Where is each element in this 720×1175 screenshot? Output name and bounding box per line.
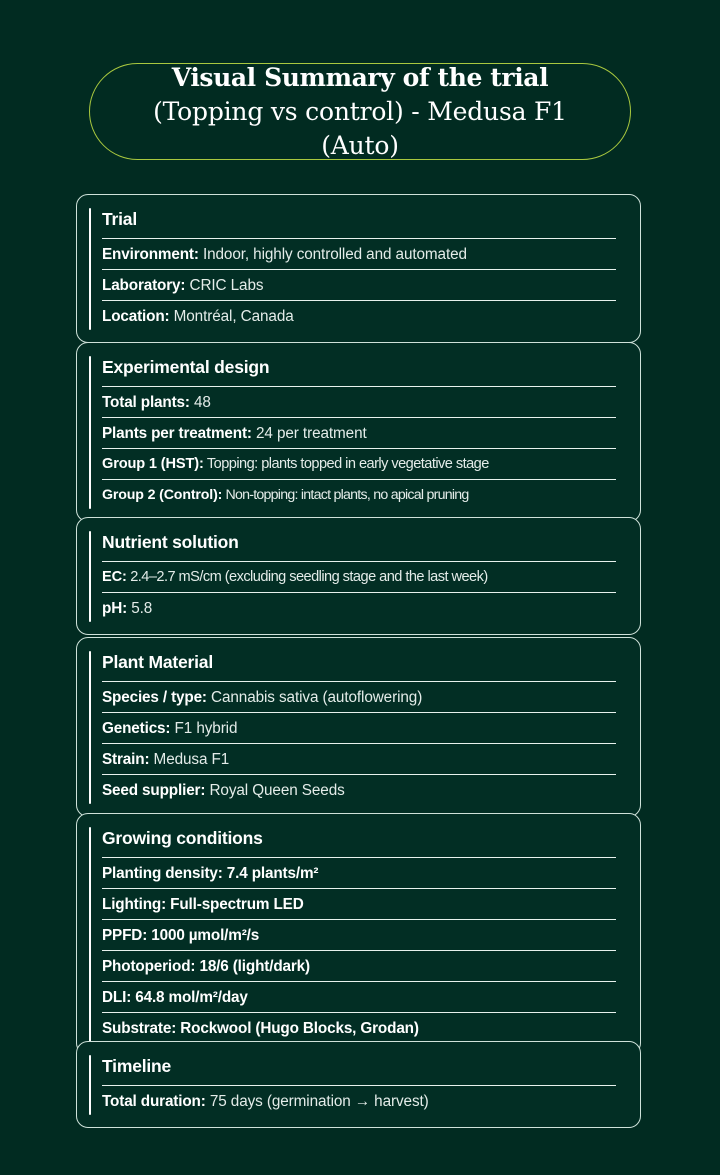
detail-label: PPFD: 1000 µmol/m²/s (102, 927, 260, 944)
card-accent-bar (89, 827, 91, 1042)
detail-label: Species / type: (102, 689, 207, 706)
detail-label: Planting density: 7.4 plants/m² (102, 865, 319, 882)
card-experimental-design (76, 342, 641, 522)
detail-row (102, 1012, 616, 1043)
detail-row (102, 743, 616, 774)
detail-value: Medusa F1 (149, 751, 230, 768)
detail-value: 2.4–2.7 mS/cm (excluding seedling stage and the last week) (126, 569, 488, 585)
detail-value: 48 (189, 394, 211, 411)
detail-value: Indoor, highly controlled and automated (198, 246, 467, 263)
card-growing-conditions (76, 813, 641, 1055)
detail-label: EC: (102, 569, 127, 585)
detail-label: Total duration: (102, 1093, 206, 1110)
detail-row (102, 712, 616, 743)
detail-row (102, 919, 616, 950)
detail-row (102, 888, 616, 919)
detail-row (102, 950, 616, 981)
detail-value: F1 hybrid (170, 720, 238, 737)
card-accent-bar (89, 208, 91, 330)
detail-row (102, 592, 616, 623)
card-plant-material (76, 637, 641, 817)
page-title-rest: (Topping vs control) - Medusa F1 (Auto) (153, 96, 567, 160)
detail-row (102, 269, 616, 300)
page-title-pill (89, 63, 631, 160)
card-timeline (76, 1041, 641, 1128)
card-accent-bar (89, 356, 91, 509)
detail-row (102, 417, 616, 448)
detail-row (102, 561, 616, 592)
detail-value: Topping: plants topped in early vegetative stage (203, 456, 489, 472)
card-heading: Experimental design (102, 357, 270, 377)
detail-value: Non-topping: intact plants, no apical pruning (222, 487, 469, 503)
detail-row (102, 479, 616, 510)
page-title-strong: Visual Summary of the trial (171, 62, 549, 92)
card-heading: Timeline (102, 1056, 172, 1076)
card-heading: Growing conditions (102, 828, 263, 848)
card-accent-bar (89, 531, 91, 622)
detail-value: Cannabis sativa (autoflowering) (206, 689, 423, 706)
detail-value: Montréal, Canada (169, 308, 294, 325)
detail-row (102, 857, 616, 888)
detail-label: pH: (102, 600, 128, 617)
detail-row (102, 238, 616, 269)
detail-row (102, 448, 616, 479)
detail-label: Substrate: Rockwool (Hugo Blocks, Grodan) (102, 1020, 419, 1037)
detail-value: 75 days (germination → harvest) (205, 1093, 429, 1110)
detail-row (102, 300, 616, 331)
card-accent-bar (89, 651, 91, 804)
detail-value: 24 per treatment (251, 425, 367, 442)
detail-value: CRIC Labs (185, 277, 264, 294)
detail-label: DLI: 64.8 mol/m²/day (102, 989, 248, 1006)
detail-label: Genetics: (102, 720, 171, 737)
card-heading: Trial (102, 209, 137, 229)
detail-label: Group 2 (Control): (102, 487, 223, 503)
detail-label: Group 1 (HST): (102, 456, 204, 472)
card-trial (76, 194, 641, 343)
detail-label: Photoperiod: 18/6 (light/dark) (102, 958, 310, 975)
detail-row (102, 681, 616, 712)
detail-label: Seed supplier: (102, 782, 206, 799)
card-heading: Plant Material (102, 652, 213, 672)
detail-label: Strain: (102, 751, 150, 768)
detail-label: Location: (102, 308, 170, 325)
card-nutrient-solution (76, 517, 641, 635)
detail-row (102, 1085, 616, 1116)
detail-row (102, 981, 616, 1012)
detail-value: 5.8 (127, 600, 153, 617)
detail-label: Laboratory: (102, 277, 186, 294)
detail-label: Plants per treatment: (102, 425, 252, 442)
detail-label: Environment: (102, 246, 199, 263)
detail-row (102, 386, 616, 417)
detail-label: Total plants: (102, 394, 190, 411)
detail-value: Royal Queen Seeds (205, 782, 345, 799)
card-heading: Nutrient solution (102, 532, 239, 552)
detail-label: Lighting: Full-spectrum LED (102, 896, 304, 913)
detail-row (102, 774, 616, 805)
card-accent-bar (89, 1055, 91, 1115)
page-title (124, 61, 596, 163)
